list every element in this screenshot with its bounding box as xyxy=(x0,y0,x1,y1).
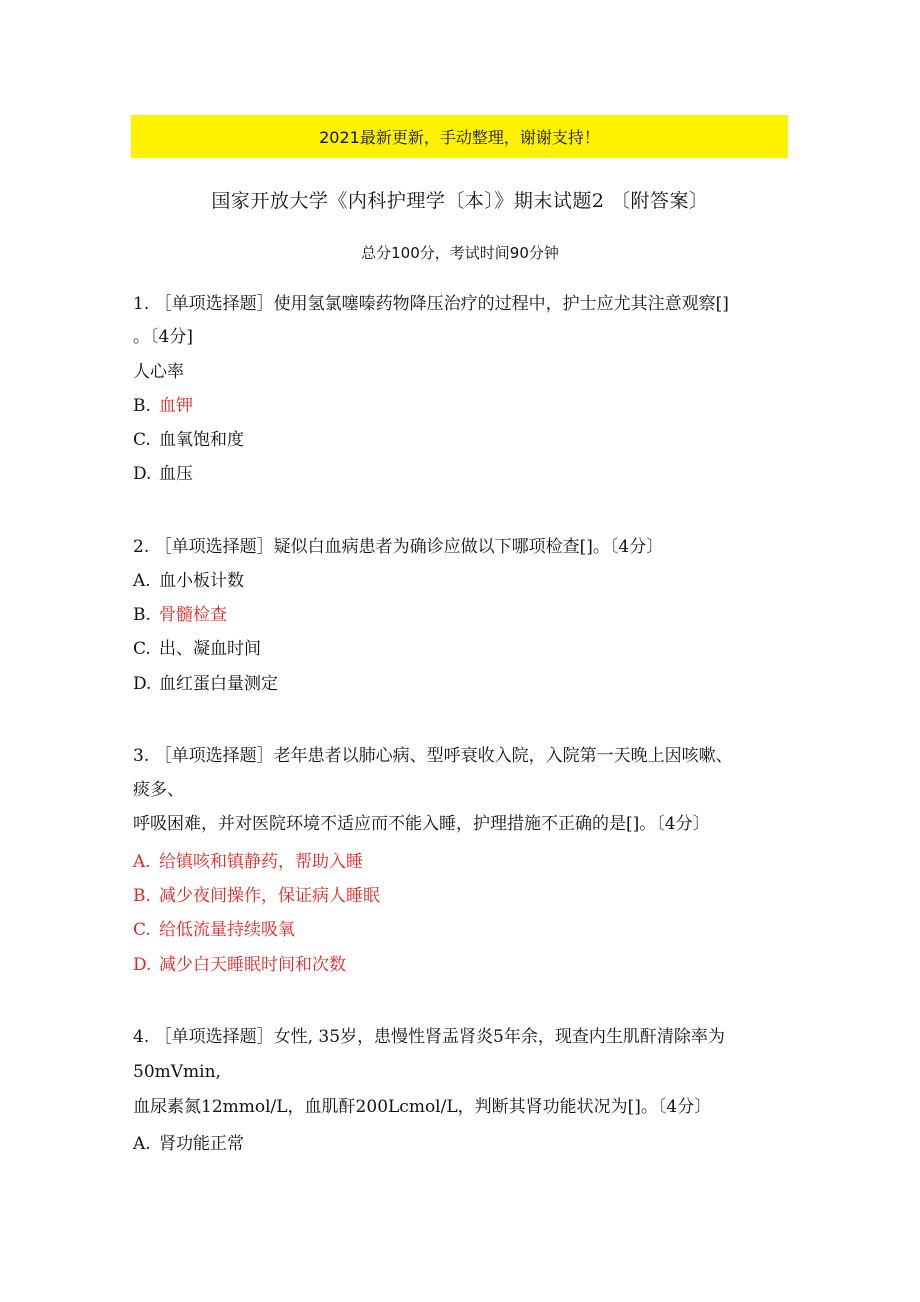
question-3-option-b xyxy=(133,885,380,907)
question-4-stem-continued: 50mVmin, xyxy=(133,1062,221,1082)
option-text-answer: 给镇咳和镇静药，帮助入睡 xyxy=(159,852,363,872)
question-1-stem-continued: 。〔4分] xyxy=(133,327,193,347)
question-1-option-c xyxy=(133,429,244,451)
option-text: 血红蛋白量测定 xyxy=(159,674,278,694)
option-letter: D. xyxy=(133,955,152,975)
option-text: 血小板计数 xyxy=(159,571,244,591)
update-banner xyxy=(131,115,788,158)
question-4-stem: 4. ［单项选择题］女性, 35岁，患慢性肾盂肾炎5年余，现查内生肌酐清除率为 xyxy=(133,1027,725,1047)
question-3-stem: 3. ［单项选择题］老年患者以肺心病、型呼衰收入院，入院第一天晚上因咳嗽、 xyxy=(133,746,733,766)
question-1-option-d xyxy=(133,463,193,485)
option-letter: D. xyxy=(133,674,152,694)
question-2-option-b xyxy=(133,604,227,626)
question-3-option-d xyxy=(133,954,346,976)
option-text-answer: 给低流量持续吸氧 xyxy=(159,920,295,940)
question-3-stem-continued-2: 呼吸困难，并对医院环境不适应而不能入睡，护理措施不正确的是[]。〔4分〕 xyxy=(133,814,710,834)
option-text: 出、凝血时间 xyxy=(159,639,261,659)
exam-info: 总分100分，考试时间90分钟 xyxy=(361,244,559,262)
option-text-answer: 骨髓检查 xyxy=(159,605,227,625)
option-letter: C. xyxy=(133,430,151,450)
option-text: 血氧饱和度 xyxy=(159,430,244,450)
banner-text: 2021最新更新，手动整理，谢谢支持！ xyxy=(319,128,600,147)
question-3-stem-continued: 痰多、 xyxy=(133,780,184,800)
option-letter: C. xyxy=(133,920,151,940)
option-text: 血压 xyxy=(159,464,193,484)
question-2-option-c xyxy=(133,638,261,660)
option-text: 肾功能正常 xyxy=(159,1134,244,1154)
page-title: 国家开放大学《内科护理学〔本〕》期末试题2 〔附答案〕 xyxy=(211,190,709,212)
option-letter: A. xyxy=(133,1134,151,1154)
option-text-answer: 减少夜间操作，保证病人睡眠 xyxy=(159,886,380,906)
question-4-option-a xyxy=(133,1133,244,1155)
question-4-stem-continued-2: 血尿素氮12mmol/L，血肌酐200Lcmol/L，判断其肾功能状况为[]。〔4分〕 xyxy=(133,1097,712,1117)
option-letter: B. xyxy=(133,605,151,625)
question-3-option-c xyxy=(133,919,295,941)
option-letter: B. xyxy=(133,886,151,906)
question-2-stem: 2. ［单项选择题］疑似白血病患者为确诊应做以下哪项检查[]。〔4分〕 xyxy=(133,537,664,557)
question-2-option-d xyxy=(133,673,278,695)
option-letter: D. xyxy=(133,464,152,484)
option-text: 人心率 xyxy=(133,362,184,382)
question-1-stem: 1. ［单项选择题］使用氢氯噻嗪药物降压治疗的过程中，护士应尤其注意观察[] xyxy=(133,294,729,314)
option-letter: C. xyxy=(133,639,151,659)
option-text-answer: 减少白天睡眠时间和次数 xyxy=(159,955,346,975)
option-letter: B. xyxy=(133,396,151,416)
option-letter: A. xyxy=(133,852,151,872)
option-text-answer: 血钾 xyxy=(159,396,193,416)
question-3-option-a xyxy=(133,851,363,873)
question-1-option-a xyxy=(133,361,184,383)
question-2-option-a xyxy=(133,570,244,592)
question-1-option-b xyxy=(133,395,193,417)
option-letter: A. xyxy=(133,571,151,591)
